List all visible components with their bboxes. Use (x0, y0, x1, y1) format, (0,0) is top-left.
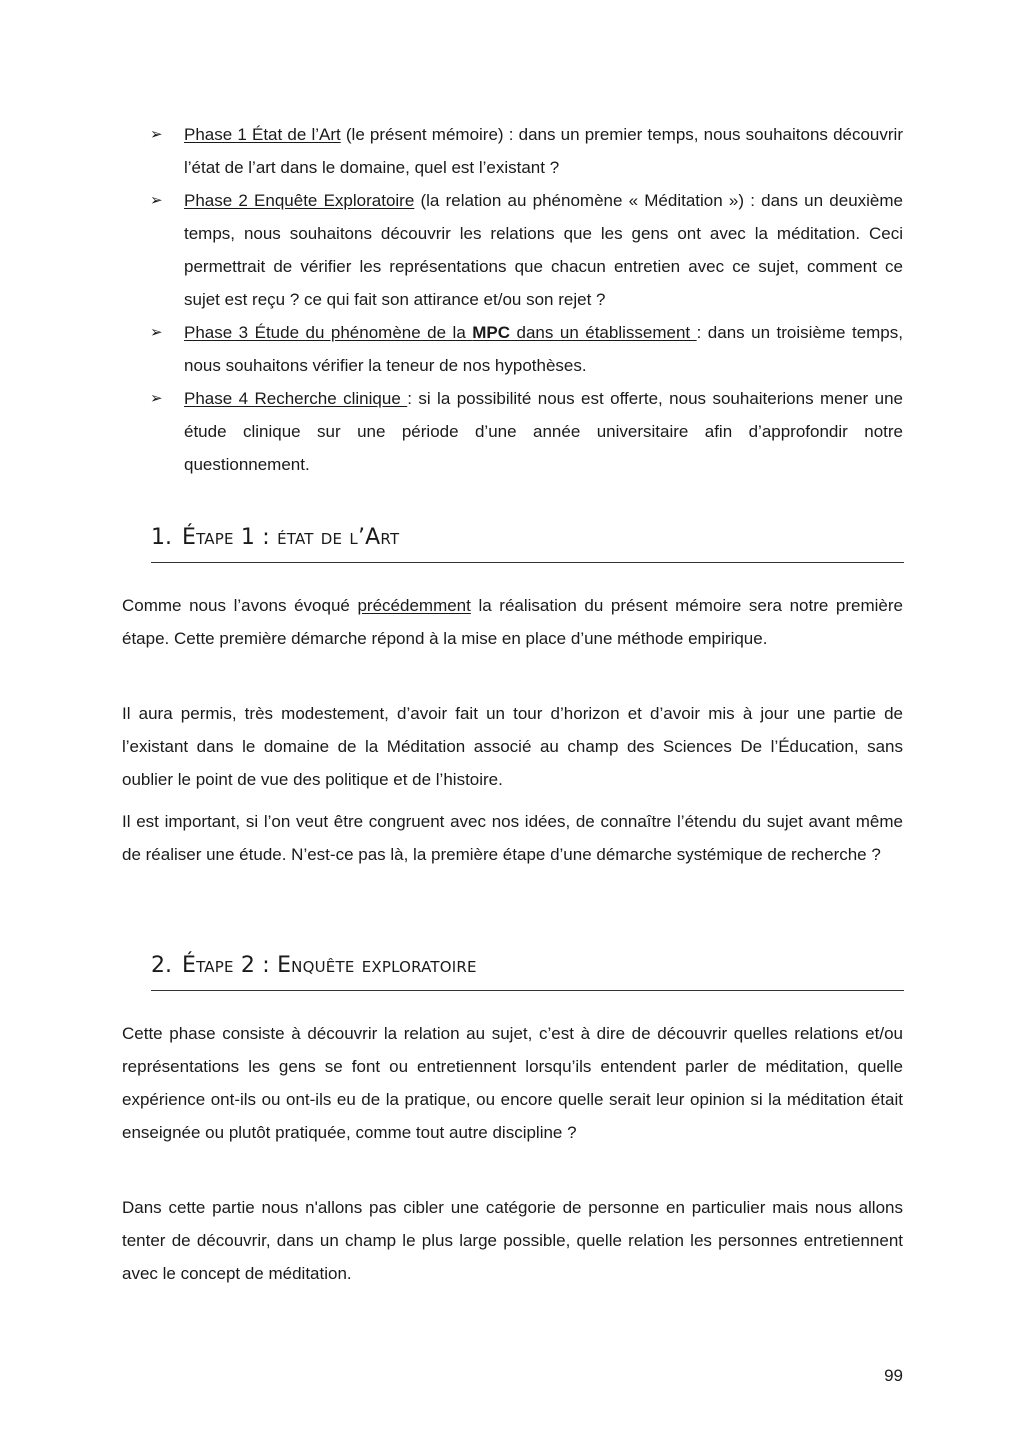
phase-item-2 (150, 184, 903, 316)
arrow-bullet-icon: ➢ (150, 389, 163, 407)
section-number: 1. (151, 525, 172, 550)
paragraph-text: Comme nous l’avons évoqué (122, 596, 358, 615)
phase-title-part: dans un établissement (510, 323, 697, 342)
phase-title: Phase 1 État de l’Art (184, 125, 341, 144)
section1-paragraph-1 (122, 589, 903, 655)
page-number: 99 (884, 1366, 903, 1385)
section1-paragraph-2: Il aura permis, très modestement, d’avoir fait un tour d’horizon et d’avoir mis à jour une partie de l’existant dans le domaine de la Méditation associé au champ des Sciences De l’Éducation, sans oublier le point de vue des politique et de l’histoire. (122, 704, 903, 789)
section1-paragraph-3: Il est important, si l’on veut être congruent avec nos idées, de connaître l’étendu du sujet avant même de réaliser une étude. N’est-ce pas là, la première étape d’une démarche systémique de recherche ? (122, 812, 903, 864)
phase-list (150, 118, 903, 481)
phase-title (184, 323, 697, 342)
section-number: 2. (151, 953, 172, 978)
section2-paragraph-1: Cette phase consiste à découvrir la relation au sujet, c’est à dire de découvrir quelles relations et/ou représentations les gens se font ou entretiennent lorsqu’ils entendent parler de méditation, quelle expérience ont-ils ou ont-ils eu de la pratique, ou encore quelle serait leur opinion si la méditation était enseignée ou plutôt pratiquée, comme tout autre discipline ? (122, 1024, 903, 1142)
arrow-bullet-icon: ➢ (150, 191, 163, 209)
phase-title: Phase 2 Enquête Exploratoire (184, 191, 415, 210)
section-heading-2 (151, 940, 904, 991)
section2-paragraph-2: Dans cette partie nous n'allons pas cibler une catégorie de personne en particulier mais nous allons tenter de découvrir, dans un champ le plus large possible, quelle relation les personnes entretiennent avec le concept de méditation. (122, 1198, 903, 1283)
phase-text: : si la possibilité nous est offerte, nous souhaiterions mener une étude clinique sur une période d’une année universitaire afin d’approfondir notre questionnement. (184, 389, 903, 474)
phase-title-part: Phase 3 Étude du phénomène de la (184, 323, 473, 342)
paragraph-text: la réalisation du présent mémoire sera notre première étape. Cette première démarche répond à la mise en place d’une méthode empirique. (122, 596, 903, 648)
phase-text: (le présent mémoire) : dans un premier temps, nous souhaitons découvrir l’état de l’art dans le domaine, quel est l’existant ? (184, 125, 903, 177)
phase-text: (la relation au phénomène « Méditation ») : dans un deuxième temps, nous souhaitons découvrir les relations que les gens ont avec la méditation. Ceci permettrait de vérifier les représentations que chacun entretien avec ce sujet, comment ce sujet est reçu ? ce qui fait son attirance et/ou son rejet ? (184, 191, 903, 309)
mpc-acronym: MPC (472, 323, 511, 342)
section-title: Étape 2 : Enquête exploratoire (182, 953, 477, 978)
arrow-bullet-icon: ➢ (150, 125, 163, 143)
arrow-bullet-icon: ➢ (150, 323, 163, 341)
underlined-word: précédemment (357, 596, 471, 615)
phase-text: : dans un troisième temps, nous souhaitons vérifier la teneur de nos hypothèses. (184, 323, 903, 375)
section-title: Étape 1 : état de l’Art (182, 525, 400, 550)
section-heading-1 (151, 512, 904, 563)
phase-title: Phase 4 Recherche clinique (184, 389, 408, 408)
phase-item-3 (150, 316, 903, 382)
phase-item-4 (150, 382, 903, 481)
phase-item-1 (150, 118, 903, 184)
